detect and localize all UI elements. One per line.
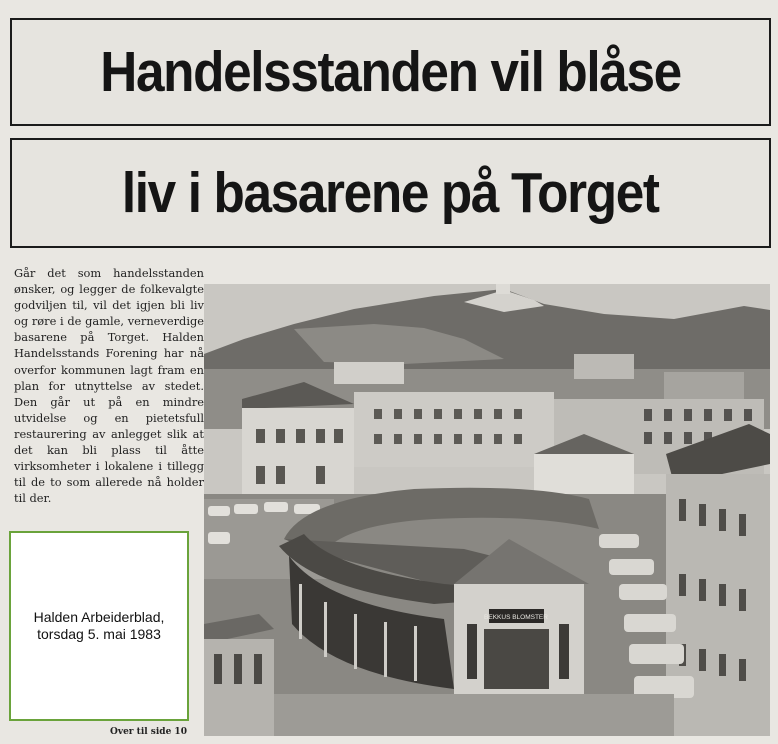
article-body: Går det som handelsstanden ønsker, og legger de folkevalgte godviljen til, vil det igjen bli liv og røre i de gamle, verneverdige basarene på Torget. Halden Handelsstands Forening har nå overfor kommunen lagt fram en plan for utnyttelse av stedet. Den går ut på en mindre utvidelse og en pietetsfull restaurering av anlegget slik at det kan bli plass til åtte virksomheter i lokalene i tillegg til de to som allerede nå holder til der. <box>14 266 204 506</box>
headline-box-top <box>10 18 771 126</box>
caption-source: Halden Arbeiderblad, <box>33 609 165 625</box>
caption-date: torsdag 5. mai 1983 <box>37 626 161 642</box>
shop-sign: BEKKUS BLOMSTER <box>484 614 548 621</box>
headline-line-1: Handelsstanden vil blåse <box>100 40 681 104</box>
headline-box-bottom <box>10 138 771 248</box>
headline-line-2: liv i basarene på Torget <box>122 161 659 225</box>
source-caption-box <box>9 531 189 721</box>
torget-photo <box>204 284 770 736</box>
continued-note: Over til side 10 <box>110 727 187 737</box>
basar-photo-illustration <box>204 284 770 736</box>
